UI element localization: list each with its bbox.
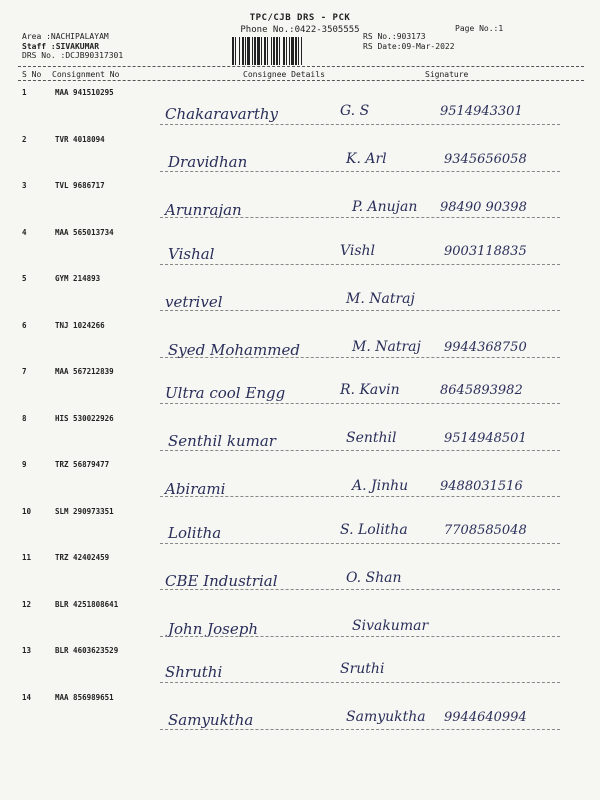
row-underline xyxy=(160,171,560,172)
signature: M. Natraj xyxy=(346,290,415,307)
row-number: 2 xyxy=(22,134,27,144)
consignment-number: BLR 4603623529 xyxy=(55,646,119,655)
barcode xyxy=(232,37,352,65)
consignment-number: TVL 9686717 xyxy=(55,181,105,190)
consignee-name: Abirami xyxy=(165,480,226,498)
row-underline xyxy=(160,543,560,544)
phone-number: 9944368750 xyxy=(444,339,527,355)
phone-number: 9345656058 xyxy=(444,152,527,167)
consignment-number: MAA 567212839 xyxy=(55,367,114,376)
row-number: 9 xyxy=(22,460,27,469)
signature: Sruthi xyxy=(340,661,385,677)
row-number: 8 xyxy=(22,413,27,423)
area-label: Area :NACHIPALAYAM xyxy=(22,32,109,41)
consignment-number: GYM 214893 xyxy=(55,274,101,283)
consignment-number: HIS 530022926 xyxy=(55,413,114,423)
col-signature: Signature xyxy=(425,70,469,79)
phone-number: 9944640994 xyxy=(444,710,527,725)
signature: A. Jinhu xyxy=(352,478,409,494)
row-underline xyxy=(160,217,560,218)
consignee-name: vetrivel xyxy=(165,292,223,311)
row-number: 10 xyxy=(22,506,32,516)
left-header-block xyxy=(22,32,123,61)
row-underline xyxy=(160,124,560,125)
consignment-number: BLR 4251808641 xyxy=(55,599,119,609)
signature: S. Lolitha xyxy=(340,521,408,538)
phone-number: 9514948501 xyxy=(444,431,527,446)
row-number: 12 xyxy=(22,599,32,609)
consignee-name: Lolitha xyxy=(168,523,222,542)
rs-number: RS No.:903173 xyxy=(363,32,426,41)
consignee-name: CBE Industrial xyxy=(165,571,278,590)
signature: P. Anujan xyxy=(352,199,418,215)
drs-number: DRS No. :DCJB90317301 xyxy=(22,51,124,60)
consignment-number: MAA 941510295 xyxy=(55,88,114,97)
consignee-name: Dravidhan xyxy=(168,153,248,171)
right-header-block xyxy=(363,32,455,51)
staff-label: Staff :SIVAKUMAR xyxy=(22,41,100,51)
row-underline xyxy=(160,636,560,637)
consignment-number: MAA 565013734 xyxy=(55,227,114,237)
row-underline xyxy=(160,264,560,265)
consignee-name: Vishal xyxy=(168,244,215,263)
consignee-name: Syed Mohammed xyxy=(168,340,300,359)
signature: Senthil xyxy=(346,430,397,446)
row-underline xyxy=(160,450,560,451)
consignment-number: SLM 290973351 xyxy=(55,506,114,516)
row-number: 7 xyxy=(22,367,27,376)
phone-number: 7708585048 xyxy=(444,522,527,538)
consignee-name: Senthil kumar xyxy=(168,432,276,450)
consignment-number: TVR 4018094 xyxy=(55,134,105,144)
row-number: 4 xyxy=(22,227,27,237)
row-number: 6 xyxy=(22,320,27,330)
row-underline xyxy=(160,403,560,404)
consignment-number: TNJ 1024266 xyxy=(55,320,105,330)
signature: Vishl xyxy=(340,242,376,259)
row-underline xyxy=(160,496,560,497)
phone-number: Phone No.:0422-3505555 xyxy=(240,25,360,35)
consignment-number: MAA 856989651 xyxy=(55,692,114,702)
row-number: 14 xyxy=(22,692,32,702)
row-underline xyxy=(160,589,560,590)
consignee-name: John Joseph xyxy=(168,619,259,638)
signature: Sivakumar xyxy=(352,617,429,634)
row-underline xyxy=(160,310,560,311)
consignment-number: TRZ 42402459 xyxy=(55,553,110,562)
consignee-name: Ultra cool Engg xyxy=(165,384,286,402)
column-divider xyxy=(18,80,584,81)
phone-number: 98490 90398 xyxy=(440,200,527,215)
signature: M. Natraj xyxy=(352,338,421,355)
col-consignee: Consignee Details xyxy=(243,70,325,79)
row-underline xyxy=(160,357,560,358)
header-divider xyxy=(18,66,584,67)
signature: O. Shan xyxy=(346,569,402,586)
consignee-name: Samyuktha xyxy=(168,711,254,729)
col-sno: S No xyxy=(22,70,42,79)
signature: G. S xyxy=(340,103,370,119)
phone-number: 9488031516 xyxy=(440,479,523,494)
row-underline xyxy=(160,729,560,730)
row-number: 11 xyxy=(22,553,32,562)
row-underline xyxy=(160,682,560,683)
row-number: 5 xyxy=(22,274,27,283)
document-title: TPC/CJB DRS - PCK xyxy=(249,13,351,23)
row-number: 3 xyxy=(22,181,27,190)
col-consignment: Consignment No xyxy=(52,70,120,79)
consignee-name: Chakaravarthy xyxy=(165,105,278,123)
consignment-number: TRZ 56879477 xyxy=(55,460,110,469)
phone-number: 8645893982 xyxy=(440,383,523,398)
row-number: 13 xyxy=(22,646,32,655)
signature: R. Kavin xyxy=(340,382,400,398)
row-number: 1 xyxy=(22,88,27,97)
phone-number: 9514943301 xyxy=(440,104,523,119)
consignee-name: Arunrajan xyxy=(165,201,242,219)
signature: Samyuktha xyxy=(346,709,426,725)
consignee-name: Shruthi xyxy=(165,663,223,681)
phone-number: 9003118835 xyxy=(444,243,527,259)
page-number: Page No.:1 xyxy=(455,24,504,33)
rs-date: RS Date:09-Mar-2022 xyxy=(363,41,455,51)
signature: K. Arl xyxy=(346,151,387,167)
